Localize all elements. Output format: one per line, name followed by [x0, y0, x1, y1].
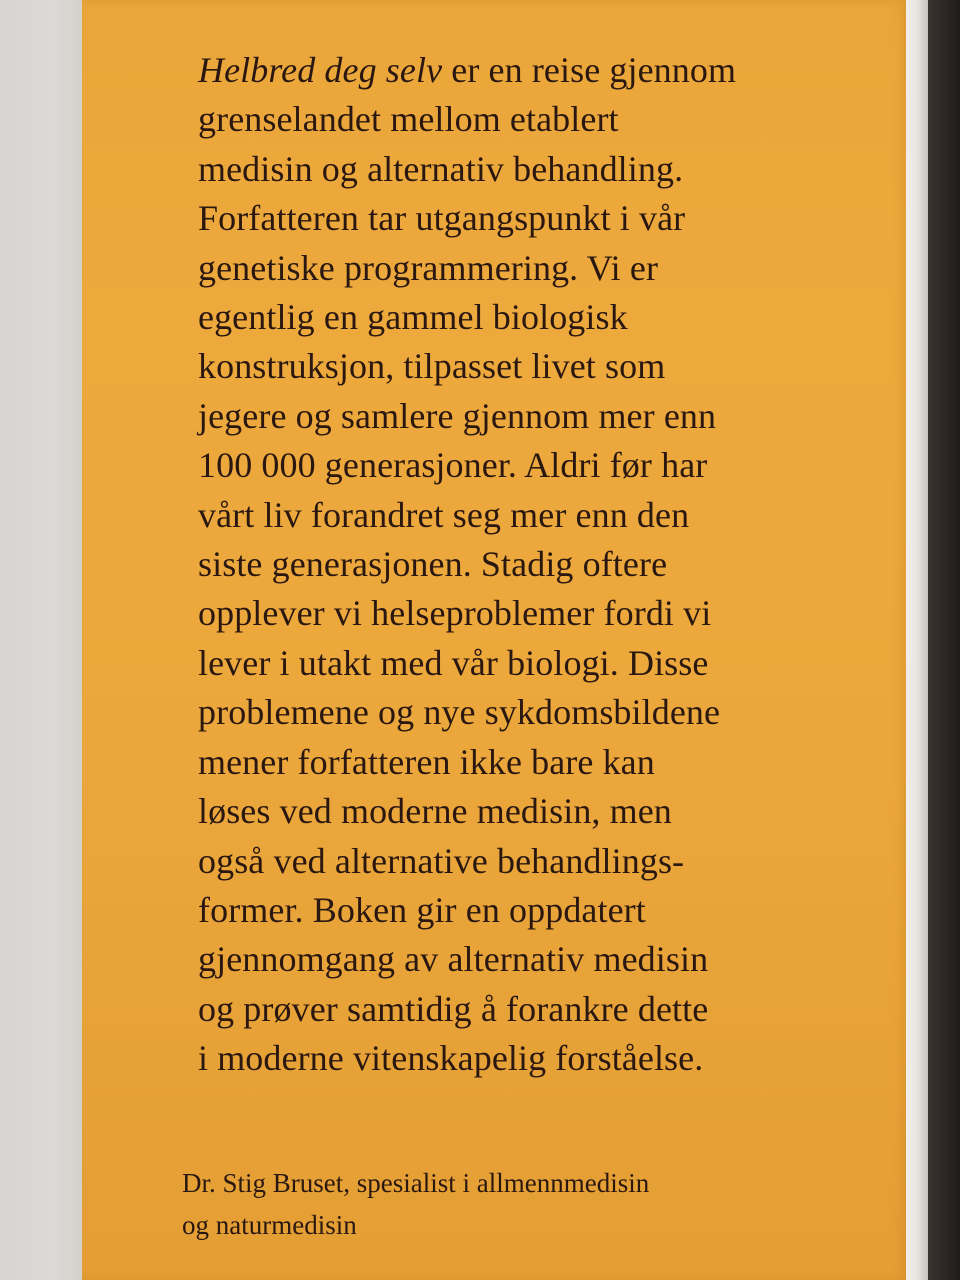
blurb-line: lever i utakt med vår biologi. Disse	[198, 642, 709, 683]
blurb-line: i moderne vitenskapelig forståelse.	[198, 1038, 704, 1079]
blurb-line: mener forfatteren ikke bare kan	[198, 741, 655, 782]
blurb-line: jegere og samlere gjennom mer enn	[198, 395, 717, 436]
left-page-edge	[0, 0, 90, 1280]
blurb-line: og prøver samtidig å forankre dette	[198, 988, 709, 1029]
author-signature	[182, 1162, 802, 1246]
blurb-line: Forfatteren tar utgangspunkt i vår	[198, 198, 686, 239]
blurb-line: egentlig en gammel biologisk	[198, 297, 628, 338]
blurb-line: former. Boken gir en oppdatert	[198, 889, 646, 930]
blurb-line: medisin og alternativ behandling.	[198, 148, 684, 189]
blurb-line: løses ved moderne medisin, men	[198, 791, 672, 832]
blurb-line: grenselandet mellom etablert	[198, 99, 619, 140]
blurb-line: siste generasjonen. Stadig oftere	[198, 544, 668, 585]
blurb-line-rest: er en reise gjennom	[442, 50, 737, 90]
blurb-line	[198, 46, 798, 95]
signature-line: Dr. Stig Bruset, spesialist i allmennmedisin	[182, 1168, 650, 1198]
blurb-line: vårt liv forandret seg mer enn den	[198, 494, 690, 535]
blurb-line: 100 000 generasjoner. Aldri før har	[198, 445, 708, 486]
blurb-line: problemene og nye sykdomsbildene	[198, 692, 721, 733]
blurb-line: også ved alternative behandlings-	[198, 840, 685, 881]
blurb-line: gjennomgang av alternativ medisin	[198, 939, 709, 980]
dark-background	[928, 0, 960, 1280]
signature-line: og naturmedisin	[182, 1210, 357, 1240]
book-title: Helbred deg selv	[198, 50, 443, 90]
cover-blurb	[198, 46, 798, 1084]
blurb-line: konstruksjon, tilpasset livet som	[198, 346, 666, 387]
blurb-line: opplever vi helseproblemer fordi vi	[198, 593, 712, 634]
book-spine-edge	[906, 0, 928, 1280]
blurb-line: genetiske programmering. Vi er	[198, 247, 659, 288]
